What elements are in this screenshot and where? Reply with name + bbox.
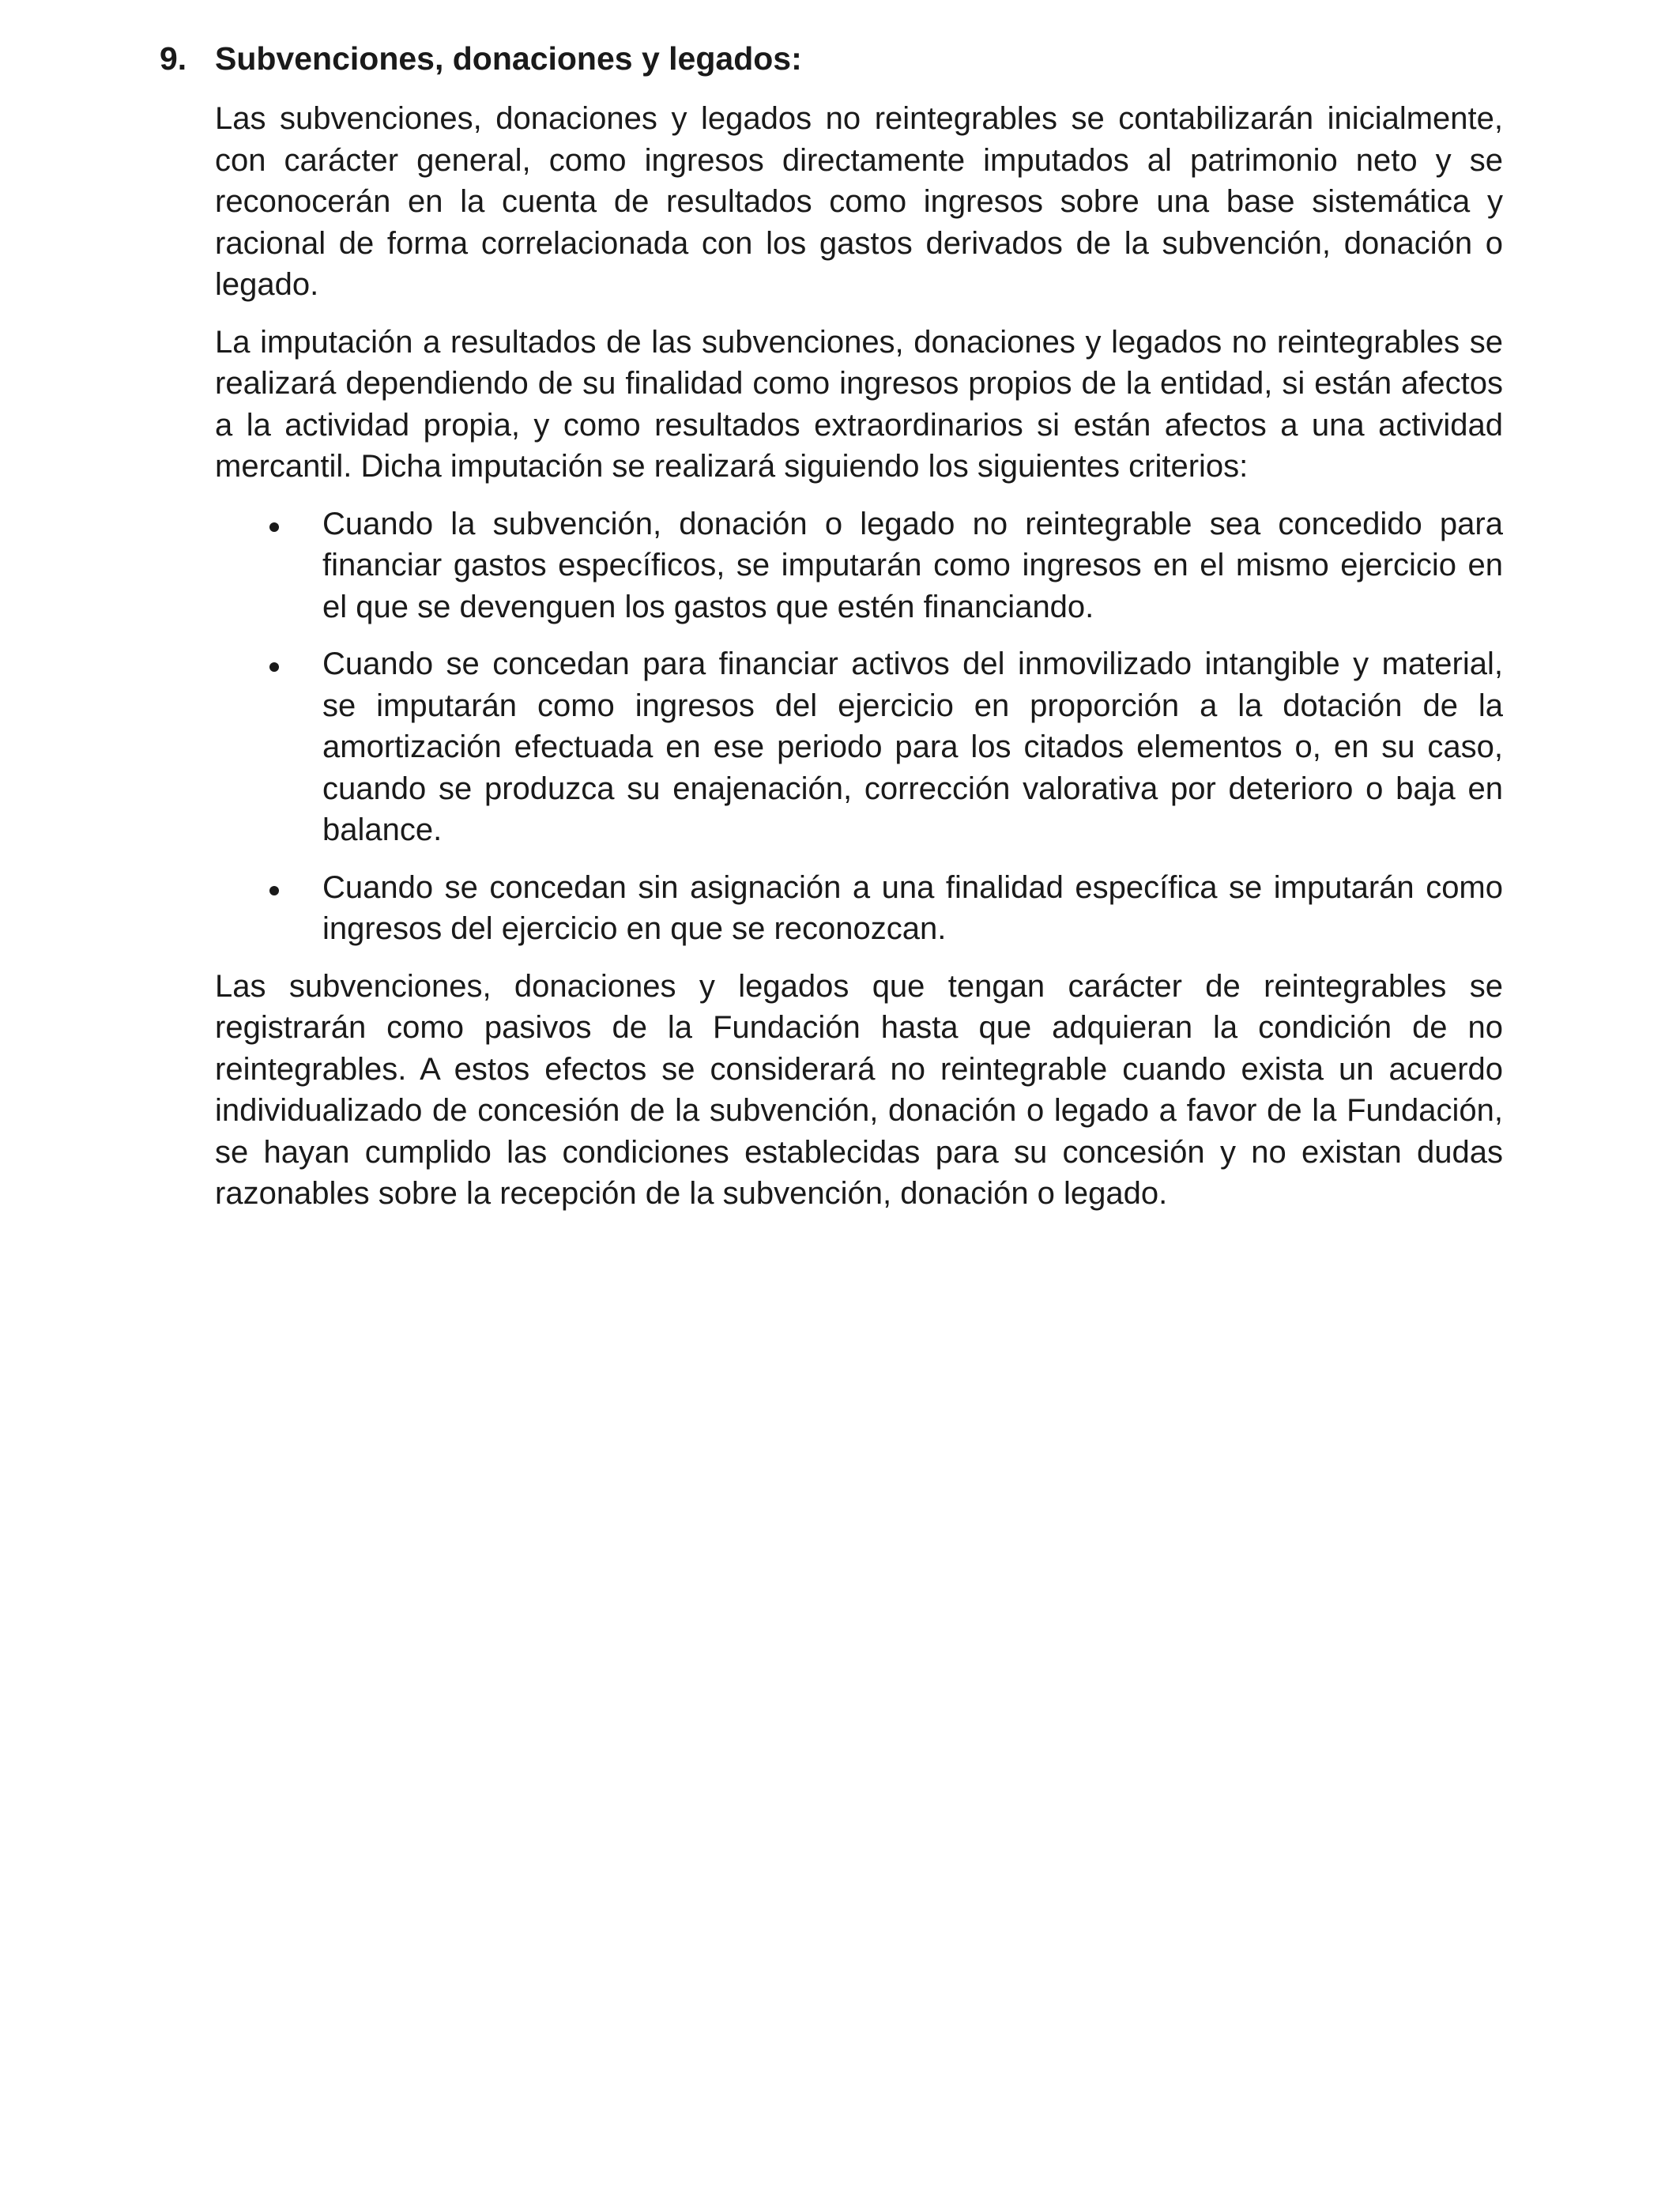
bullet-icon bbox=[269, 662, 279, 672]
section-heading bbox=[160, 36, 1503, 81]
list-item bbox=[215, 503, 1503, 628]
list-item-text: Cuando se concedan para financiar activos del inmovilizado intangible y material, se imputarán como ingresos del ejercicio en proporción a la dotación de la amortización efectuada en ese periodo para los citados elementos o, en su caso, cuando se produzca su enajenación, corrección valorativa por deterioro o baja en balance. bbox=[322, 647, 1503, 847]
bullet-icon bbox=[269, 886, 279, 895]
list-item-text: Cuando se concedan sin asignación a una finalidad específica se imputarán como ingresos del ejercicio en que se reconozcan. bbox=[322, 869, 1503, 946]
list-item bbox=[215, 643, 1503, 851]
criteria-list bbox=[215, 503, 1503, 950]
bullet-icon bbox=[269, 522, 279, 532]
section-title: Subvenciones, donaciones y legados: bbox=[215, 40, 802, 77]
section-number: 9. bbox=[160, 40, 187, 77]
paragraph-imputation-criteria: La imputación a resultados de las subvenciones, donaciones y legados no reintegrables se realizará dependiendo de su finalidad como ingresos propios de la entidad, si están afectos a la actividad propia, y como resultados extraordinarios si están afectos a una actividad mercantil. Dicha imputación se realizará siguiendo los siguientes criterios: bbox=[215, 324, 1503, 484]
list-item bbox=[215, 867, 1503, 950]
paragraph-reintegrable: Las subvenciones, donaciones y legados que tengan carácter de reintegrables se registrarán como pasivos de la Fundación hasta que adquieran la condición de no reintegrables. A estos efectos se considerará no reintegrable cuando exista un acuerdo individualizado de concesión de la subvención, donación o legado a favor de la Fundación, se hayan cumplido las condiciones establecidas para su concesión y no existan dudas razonables sobre la recepción de la subvención, donación o legado. bbox=[215, 968, 1503, 1211]
paragraph-initial-recognition: Las subvenciones, donaciones y legados no reintegrables se contabilizarán inicialmente, con carácter general, como ingresos directamente imputados al patrimonio neto y se reconocerán en la cuenta de resultados como ingresos sobre una base sistemática y racional de forma correlacionada con los gastos derivados de la subvención, donación o legado. bbox=[215, 101, 1503, 302]
list-item-text: Cuando la subvención, donación o legado no reintegrable sea concedido para financiar gastos específicos, se imputarán como ingresos en el mismo ejercicio en el que se devenguen los gastos que estén financiando. bbox=[322, 506, 1503, 624]
section-body bbox=[215, 98, 1503, 1231]
